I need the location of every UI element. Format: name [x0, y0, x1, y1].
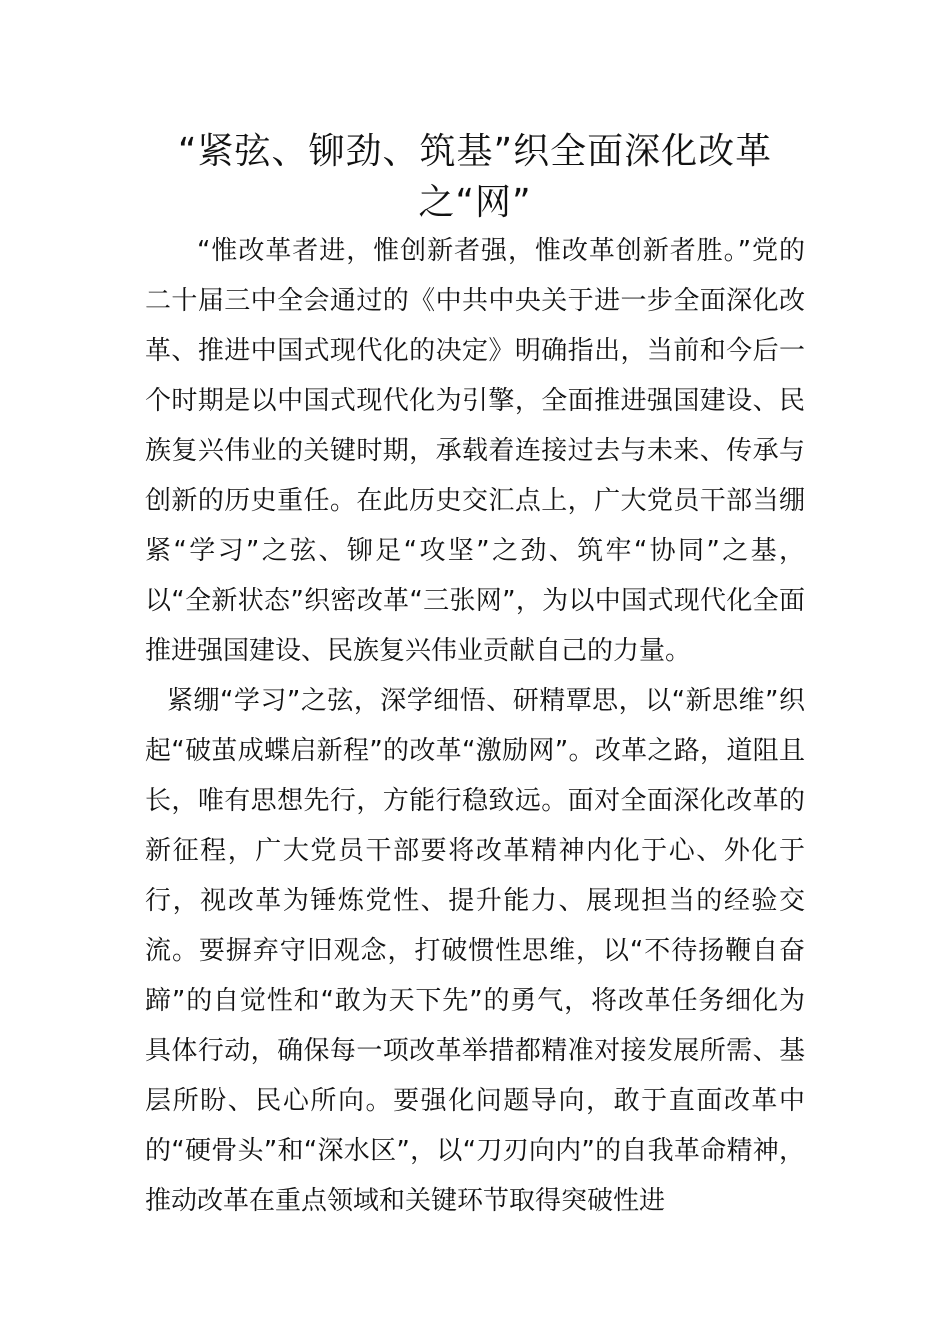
- paragraph-intro: “惟改革者进，惟创新者强，惟改革创新者胜。”党的二十届三中全会通过的《中共中央关于进一步全面深化改革、推进中国式现代化的决定》明确指出，当前和今后一个时期是以中国式现代化为引擎，全面推进强国建设、民族复兴伟业的关键时期，承载着连接过去与未来、传承与创新的历史重任。在此历史交汇点上，广大党员干部当绷紧“学习”之弦、铆足“攻坚”之劲、筑牢“协同”之基，以“全新状态”织密改革“三张网”，为以中国式现代化全面推进强国建设、民族复兴伟业贡献自己的力量。: [145, 236, 805, 666]
- document-title: “紧弦、铆劲、筑基”织全面深化改革之“网”: [177, 131, 773, 223]
- paragraph-learning: 紧绷“学习”之弦，深学细悟、研精覃思，以“新思维”织起“破茧成蝶启新程”的改革“激励网”。改革之路，道阻且长，唯有思想先行，方能行稳致远。面对全面深化改革的新征程，广大党员干部要将改革精神内化于心、外化于行，视改革为锤炼党性、提升能力、展现担当的经验交流。要摒弃守旧观念，打破惯性思维，以“不待扬鞭自奋蹄”的自觉性和“敢为天下先”的勇气，将改革任务细化为具体行动，确保每一项改革举措都精准对接发展所需、基层所盼、民心所向。要强化问题导向，敢于直面改革中的“硬骨头”和“深水区”，以“刀刃向内”的自我革命精神，推动改革在重点领域和关键环节取得突破性进: [145, 686, 805, 1216]
